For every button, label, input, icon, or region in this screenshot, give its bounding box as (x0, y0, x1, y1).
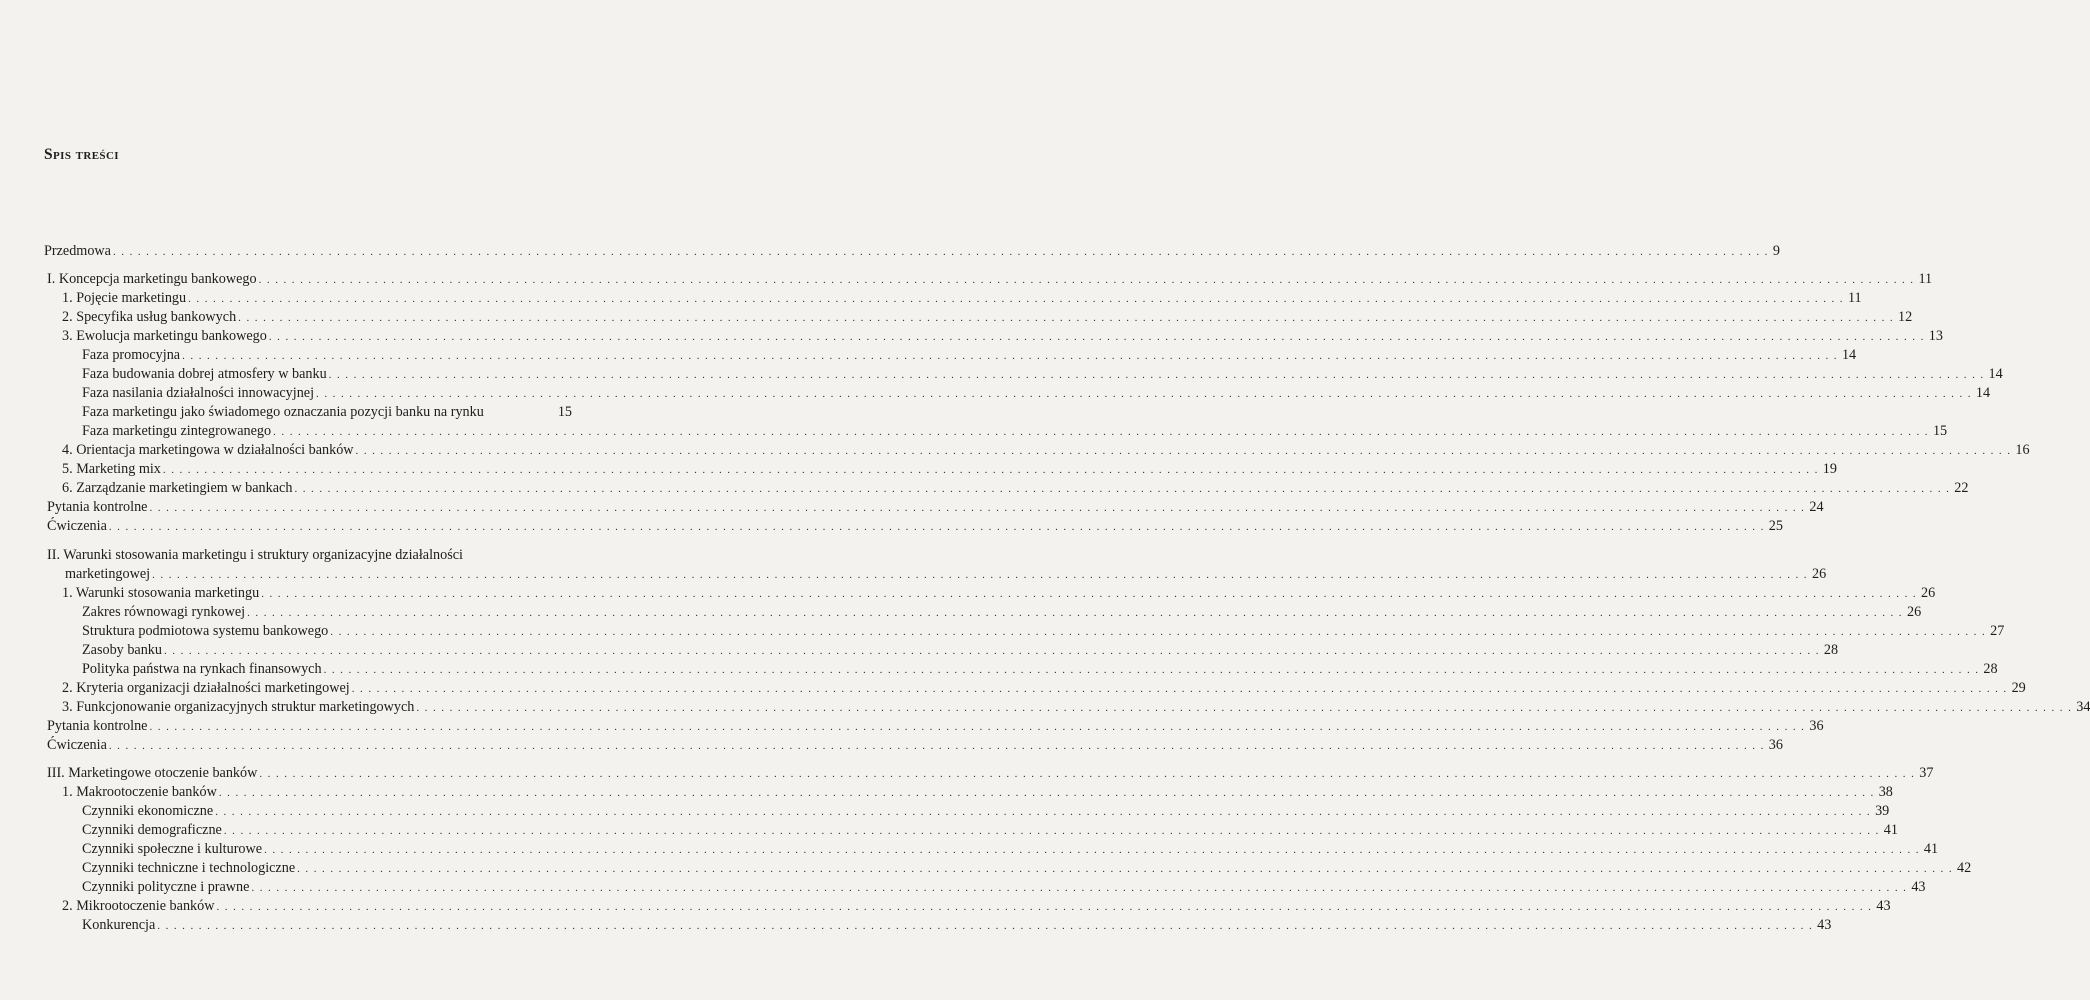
toc-entry-label: Ćwiczenia (47, 737, 107, 753)
toc-dot-leader: . . . . . . . . . . . . . . . . . . . . . . . . . . . . . . . . . . . . . . . . . . . . . . . . . . . . . . . . . . . . . . . . . . . . . . . . . . . . . . . . . . . . . . . . . . . . . . . . . . . . . . . . . . . . . . . . . . . . . . . . . . . . . . . . . . . . . . . . . . . . . . . . . . . . . . . . . . . . . . . . . . . . . . . . . . . . . . . . . . . . . . . . . . . . . . . . . . . . . . . . (258, 274, 1915, 286)
toc-dot-leader: . . . . . . . . . . . . . . . . . . . . . . . . . . . . . . . . . . . . . . . . . . . . . . . . . . . . . . . . . . . . . . . . . . . . . . . . . . . . . . . . . . . . . . . . . . . . . . . . . . . . . . . . . . . . . . . . . . . . . . . . . . . . . . . . . . . . . . . . . . . . . . . . . . . . . . . . . . . . . . . . . . . . . . . . . . . . . . . . . . . . . . . . . . . . . . . . . . . . . . . . (164, 645, 1820, 657)
toc-dot-leader: . . . . . . . . . . . . . . . . . . . . . . . . . . . . . . . . . . . . . . . . . . . . . . . . . . . . . . . . . . . . . . . . . . . . . . . . . . . . . . . . . . . . . . . . . . . . . . . . . . . . . . . . . . . . . . . . . . . . . . . . . . . . . . . . . . . . . . . . . . . . . . . . . . . . . . . . . . . . . . . . . . . . . . . . . . . . . . . . . . . . . . . . . . . . . . . . . . . . . . . . (216, 901, 1873, 913)
toc-entry (47, 516, 1783, 534)
toc-entry-label: Faza budowania dobrej atmosfery w banku (82, 366, 327, 382)
toc-entry-label: Faza promocyjna (82, 347, 181, 363)
toc-dot-leader: . . . . . . . . . . . . . . . . . . . . . . . . . . . . . . . . . . . . . . . . . . . . . . . . . . . . . . . . . . . . . . . . . . . . . . . . . . . . . . . . . . . . . . . . . . . . . . . . . . . . . . . . . . . . . . . . . . . . . . . . . . . . . . . . . . . . . . . . . . . . . . . . . . . . . . . . . . . . . . . . . . . . . . . . . . . . . . . . . . . . . . . . . . . . . . . . . . . . . . . . (251, 882, 1908, 894)
toc-entry-label: 4. Orientacja marketingowa w działalności banków (62, 442, 354, 458)
toc-entry (82, 801, 1890, 819)
toc-entry (82, 858, 1972, 876)
toc-entry-label: 6. Zarządzanie marketingiem w bankach (62, 480, 293, 496)
toc-entry-page-number: 19 (1822, 461, 1837, 477)
toc-dot-leader: . . . . . . . . . . . . . . . . . . . . . . . . . . . . . . . . . . . . . . . . . . . . . . . . . . . . . . . . . . . . . . . . . . . . . . . . . . . . . . . . . . . . . . . . . . . . . . . . . . . . . . . . . . . . . . . . . . . . . . . . . . . . . . . . . . . . . . . . . . . . . . . . . . . . . . . . . . . . . . . . . . . . . . . . . . . . . . . . . . . . . . . . . . . . . . . . . . . . . . . . (149, 502, 1806, 514)
toc-entry-label: Faza marketingu jako świadomego oznaczania pozycji banku na rynku (82, 404, 484, 420)
toc-entry (82, 602, 1922, 620)
toc-entry-page-number: 28 (1823, 642, 1839, 658)
toc-dot-leader: . . . . . . . . . . . . . . . . . . . . . . . . . . . . . . . . . . . . . . . . . . . . . . . . . . . . . . . . . . . . . . . . . . . . . . . . . . . . . . . . . . . . . . . . . . . . . . . . . . . . . . . . . . . . . . . . . . . . . . . . . . . . . . . . . . . . . . . . . . . . . . . . . . . . . . . . . . . . . . . . . . . . . . . . . . . . . . . . . . . . . . . . . . . . . . . . . . . . . . . . (355, 445, 2012, 457)
toc-entry-page-number: 43 (1876, 898, 1891, 914)
toc-entry (47, 716, 1824, 734)
toc-entry (62, 678, 2026, 696)
toc-entry-label: Faza nasilania działalności innowacyjnej (82, 385, 315, 401)
toc-dot-leader: . . . . . . . . . . . . . . . . . . . . . . . . . . . . . . . . . . . . . . . . . . . . . . . . . . . . . . . . . . . . . . . . . . . . . . . . . . . . . . . . . . . . . . . . . . . . . . . . . . . . . . . . . . . . . . . . . . . . . . . . . . . . . . . . . . . . . . . . . . . . . . . . . . . . . . . . . . . . . . . . . . . . . . . . . . . . . . . . . . . . . . . . . . . . . . . . . . . . . . . . (268, 331, 1925, 343)
toc-dot-leader: . . . . . . . . . . . . . . . . . . . . . . . . . . . . . . . . . . . . . . . . . . . . . . . . . . . . . . . . . . . . . . . . . . . . . . . . . . . . . . . . . . . . . . . . . . . . . . . . . . . . . . . . . . . . . . . . . . . . . . . . . . . . . . . . . . . . . . . . . . . . . . . . . . . . . . . . . . . . . . . . . . . . . . . . . . . . . . . . . . . . . . . . . . . . . . . . . . . . . . . . (149, 721, 1806, 733)
toc-entry-page-number: 15 (1932, 423, 1948, 439)
toc-entry (82, 659, 1998, 677)
toc-entry-label: Struktura podmiotowa systemu bankowego (82, 623, 329, 639)
toc-entry-label: Pytania kontrolne (47, 718, 148, 734)
toc-entry (62, 697, 2090, 715)
toc-entry-label: Czynniki społeczne i kulturowe (82, 841, 263, 857)
toc-entry-label: Konkurencja (82, 917, 156, 933)
toc-dot-leader: . . . . . . . . . . . . . . . . . . . . . . . . . . . . . . . . . . . . . . . . . . . . . . . . . . . . . . . . . . . . . . . . . . . . . . . . . . . . . . . . . . . . . . . . . . . . . . . . . . . . . . . . . . . . . . . . . . . . . . . . . . . . . . . . . . . . . . . . . . . . . . . . . . . . . . . . . . . . . . . . . . . . . . . . . . . . . . . . . . . . . . . . . . . . . . . . . . . . . . . . (328, 369, 1985, 381)
toc-entry (82, 877, 1926, 895)
toc-entry (65, 564, 1827, 582)
toc-entry-page-number: 14 (1975, 385, 1991, 401)
toc-entry-label: 3. Funkcjonowanie organizacyjnych struktur marketingowych (62, 699, 415, 715)
toc-entry-label: Ćwiczenia (47, 518, 107, 534)
toc-entry (47, 497, 1824, 515)
toc-entry-page-number: 27 (1990, 623, 2005, 639)
toc-entry (82, 364, 2003, 382)
toc-entry-label: I. Koncepcja marketingu bankowego (47, 271, 257, 287)
toc-entry-page-number: 41 (1923, 841, 1939, 857)
toc-entry (82, 839, 1939, 857)
toc-entry-page-number: 26 (1906, 604, 1922, 620)
toc-entry-page-number: 16 (2015, 442, 2030, 458)
toc-dot-leader: . . . . . . . . . . . . . . . . . . . . . . . . . . . . . . . . . . . . . . . . . . . . . . . . . . . . . . . . . . . . . . . . . . . . . . . . . . . . . . . . . . . . . . . . . . . . . . . . . . . . . . . . . . . . . . . . . . . . . . . . . . . . . . . . . . . . . . . . . . . . . . . . . . . . . . . . . . . . . . . . . . . . . . . . . . . . . . . . . . . . . . . . . . . . . . . . . . . . . . . . (323, 664, 1980, 676)
toc-entry-page-number: 41 (1883, 822, 1898, 838)
toc-entry-page-number: 26 (1921, 585, 1936, 601)
toc-entry-label: 1. Warunki stosowania marketingu (62, 585, 260, 601)
toc-entry-label: 1. Makrootoczenie banków (62, 784, 217, 800)
toc-entry-page-number: 13 (1928, 328, 1943, 344)
toc-entry (62, 478, 1969, 496)
toc-entry-label: Przedmowa (44, 243, 111, 259)
toc-dot-leader: . . . . . . . . . . . . . . . . . . . . . . . . . . . . . . . . . . . . . . . . . . . . . . . . . . . . . . . . . . . . . . . . . . . . . . . . . . . . . . . . . . . . . . . . . . . . . . . . . . . . . . . . . . . . . . . . . . . . . . . . . . . . . . . . . . . . . . . . . . . . . . . . . . . . . . . . . . . . . . . . . . . . . . . . . . . . . . . . . . . . . . . . . . . . . . . . . . . . . . . . (297, 863, 1953, 875)
toc-entry (82, 915, 1832, 933)
toc-entry-label: 1. Pojęcie marketingu (62, 290, 187, 306)
toc-entry-label: 2. Mikrootoczenie banków (62, 898, 215, 914)
toc-entry-page-number: 11 (1847, 290, 1862, 306)
toc-dot-leader: . . . . . . . . . . . . . . . . . . . . . . . . . . . . . . . . . . . . . . . . . . . . . . . . . . . . . . . . . . . . . . . . . . . . . . . . . . . . . . . . . . . . . . . . . . . . . . . . . . . . . . . . . . . . . . . . . . . . . . . . . . . . . . . . . . . . . . . . . . . . . . . . . . . . . . . . . . . . . . . . . . . . . . . . . . . . . . . . . . . . . . . . . . . . . . . . . . . . . . . . (218, 787, 1875, 799)
toc-entry-label: Zasoby banku (82, 642, 162, 658)
toc-entry-label: Polityka państwa na rynkach finansowych (82, 661, 322, 677)
toc-dot-leader: . . . . . . . . . . . . . . . . . . . . . . . . . . . . . . . . . . . . . . . . . . . . . . . . . . . . . . . . . . . . . . . . . . . . . . . . . . . . . . . . . . . . . . . . . . . . . . . . . . . . . . . . . . . . . . . . . . . . . . . . . . . . . . . . . . . . . . . . . . . . . . . . . . . . . . . . . . . . . . . . . . . . . . . . . . . . . . . . . . . . . . . . . . . . . . . . . . . . . . . . (247, 607, 1903, 619)
toc-dot-leader: . . . . . . . . . . . . . . . . . . . . . . . . . . . . . . . . . . . . . . . . . . . . . . . . . . . . . . . . . . . . . . . . . . . . . . . . . . . . . . . . . . . . . . . . . . . . . . . . . . . . . . . . . . . . . . . . . . . . . . . . . . . . . . . . . . . . . . . . . . . . . . . . . . . . . . . . . . . . . . . . . . . . . . . . . . . . . . . . . . . . . . . . . . . . . . . . . . . . . . . . (261, 588, 1918, 600)
toc-dot-leader: . . . . . . . . . . . . . . . . . . . . . . . . . . . . . . . . . . . . . . . . . . . . . . . . . . . . . . . . . . . . . . . . . . . . . . . . . . . . . . . . . . . . . . . . . . . . . . . . . . . . . . . . . . . . . . . . . . . . . . . . . . . . . . . . . . . . . . . . . . . . . . . . . . . . . . . . . . . . . . . . . . . . . . . . . . . . . . . . . . . . . . . . . . . . . . . . . . . . . . . . (108, 521, 1765, 533)
toc-entry-page-number: 28 (1983, 661, 1998, 677)
toc-dot-leader: . . . . . . . . . . . . . . . . . . . . . . . . . . . . . . . . . . . . . . . . . . . . . . . . . . . . . . . . . . . . . . . . . . . . . . . . . . . . . . . . . . . . . . . . . . . . . . . . . . . . . . . . . . . . . . . . . . . . . . . . . . . . . . . . . . . . . . . . . . . . . . . . . . . . . . . . . . . . . . . . . . . . . . . . . . . . . . . . . . . . . . . . . . . . . . . . . . . . . . . . (416, 702, 2073, 714)
toc-entry-page-number: 39 (1875, 803, 1890, 819)
toc-entry-page-number: 43 (1817, 917, 1832, 933)
toc-entry-page-number: 36 (1768, 737, 1783, 753)
toc-dot-leader: . . . . . . . . . . . . . . . . . . . . . . . . . . . . . . . . . . . . . . . . . . . . . . . . . . . . . . . . . . . . . . . . . . . . . . . . . . . . . . . . . . . . . . . . . . . . . . . . . . . . . . . . . . . . . . . . . . . . . . . . . . . . . . . . . . . . . . . . . . . . . . . . . . . . . . . . . . . . . . . . . . . . . . . . . . . . . . . . . . . . . . . . . . . . . . . . . . . . . . . . (152, 569, 1808, 581)
toc-entry (62, 583, 1936, 601)
toc-entry-page-number: 29 (2011, 680, 2026, 696)
toc-entry-page-number: 36 (1809, 718, 1824, 734)
toc-entry (62, 459, 1837, 477)
toc-entry (47, 763, 1934, 781)
toc-entry-page-number: 26 (1811, 566, 1827, 582)
toc-entry-page-number: 11 (1918, 271, 1933, 287)
toc-dot-leader: . . . . . . . . . . . . . . . . . . . . . . . . . . . . . . . . . . . . . . . . . . . . . . . . . . . . . . . . . . . . . . . . . . . . . . . . . . . . . . . . . . . . . . . . . . . . . . . . . . . . . . . . . . . . . . . . . . . . . . . . . . . . . . . . . . . . . . . . . . . . . . . . . . . . . . . . . . . . . . . . . . . . . . . . . . . . . . . . . . . . . . . . . . . . . . . . . . . . . . . . (316, 388, 1972, 400)
toc-entry-page-number: 14 (1841, 347, 1857, 363)
toc-entry-page-number: 15 (557, 404, 572, 420)
toc-entry-page-number: 37 (1919, 765, 1934, 781)
toc-entry-page-number: 9 (1772, 243, 1780, 259)
toc-dot-leader: . . . . . . . . . . . . . . . . . . . . . . . . . . . . . . . . . . . . . . . . . . . . . . . . . . . . . . . . . . . . . . . . . . . . . . . . . . . . . . . . . . . . . . . . . . . . . . . . . . . . . . . . . . . . . . . . . . . . . . . . . . . . . . . . . . . . . . . . . . . . . . . . . . . . . . . . . . . . . . . . . . . . . . . . . . . . . . . . . . . . . . . . . . . . . . . . . . . . . . . . (188, 293, 1844, 305)
toc-entry (62, 440, 2030, 458)
toc-entry-label: Zakres równowagi rynkowej (82, 604, 246, 620)
toc-entry-label: 3. Ewolucja marketingu bankowego (62, 328, 267, 344)
toc-entry (82, 621, 2005, 639)
toc-entry-label: III. Marketingowe otoczenie banków (47, 765, 258, 781)
toc-dot-leader: . . . . . . . . . . . . . . . . . . . . . . . . . . . . . . . . . . . . . . . . . . . . . . . . . . . . . . . . . . . . . . . . . . . . . . . . . . . . . . . . . . . . . . . . . . . . . . . . . . . . . . . . . . . . . . . . . . . . . . . . . . . . . . . . . . . . . . . . . . . . . . . . . . . . . . . . . . . . . . . . . . . . . . . . . . . . . . . . . . . . . . . . . . . . . . . . . . . . . . . . (162, 464, 1819, 476)
toc-dot-leader: . . . . . . . . . . . . . . . . . . . . . . . . . . . . . . . . . . . . . . . . . . . . . . . . . . . . . . . . . . . . . . . . . . . . . . . . . . . . . . . . . . . . . . . . . . . . . . . . . . . . . . . . . . . . . . . . . . . . . . . . . . . . . . . . . . . . . . . . . . . . . . . . . . . . . . . . . . . . . . . . . . . . . . . . . . . . . . . . . . . . . . . . . . . . . . . . . . . . . . . . (351, 683, 2008, 695)
toc-entry (44, 241, 1780, 259)
toc-entry (82, 640, 1839, 658)
toc-entry-label: marketingowej (65, 566, 151, 582)
toc-entry-chapter-2-first-line: II. Warunki stosowania marketingu i struktury organizacyjne działalności (47, 547, 463, 563)
toc-dot-leader: . . . . . . . . . . . . . . . . . . . . . . . . . . . . . . . . . . . . . . . . . . . . . . . . . . . . . . . . . . . . . . . . . . . . . . . . . . . . . . . . . . . . . . . . . . . . . . . . . . . . . . . . . . . . . . . . . . . . . . . . . . . . . . . . . . . . . . . . . . . . . . . . . . . . . . . . . . . . . . . . . . . . . . . . . . . . . . . . . . . . . . . . . . . . . . . . . . . . . . . . (264, 844, 1920, 856)
toc-entry-label: 2. Kryteria organizacji działalności marketingowej (62, 680, 350, 696)
toc-entry (62, 307, 1913, 325)
toc-entry (62, 896, 1891, 914)
toc-dot-leader: . . . . . . . . . . . . . . . . . . . . . . . . . . . . . . . . . . . . . . . . . . . . . . . . . . . . . . . . . . . . . . . . . . . . . . . . . . . . . . . . . . . . . . . . . . . . . . . . . . . . . . . . . . . . . . . . . . . . . . . . . . . . . . . . . . . . . . . . . . . . . . . . . . . . . . . . . . . . . . . . . . . . . . . . . . . . . . . . . . . . . . . . . . . . . . . . . . . . . . . . (259, 768, 1916, 780)
toc-entry (62, 288, 1862, 306)
toc-entry-label: Czynniki polityczne i prawne (82, 879, 250, 895)
toc-entry (82, 421, 1948, 439)
toc-entry-page-number: 34 (2076, 699, 2090, 715)
toc-entry-page-number: 42 (1956, 860, 1972, 876)
toc-entry-page-number: 14 (1988, 366, 2003, 382)
toc-dot-leader: . . . . . . . . . . . . . . . . . . . . . . . . . . . . . . . . . . . . . . . . . . . . . . . . . . . . . . . . . . . . . . . . . . . . . . . . . . . . . . . . . . . . . . . . . . . . . . . . . . . . . . . . . . . . . . . . . . . . . . . . . . . . . . . . . . . . . . . . . . . . . . . . . . . . . . . . . . . . . . . . . . . . . . . . . . . . . . . . . . . . . . . . . . . . . . . . . . . . . . . . (215, 806, 1872, 818)
toc-entry (62, 326, 1943, 344)
toc-entry-label: Czynniki techniczne i technologiczne (82, 860, 296, 876)
toc-entry-label: Faza marketingu zintegrowanego (82, 423, 272, 439)
toc-entry (82, 345, 1857, 363)
toc-dot-leader: . . . . . . . . . . . . . . . . . . . . . . . . . . . . . . . . . . . . . . . . . . . . . . . . . . . . . . . . . . . . . . . . . . . . . . . . . . . . . . . . . . . . . . . . . . . . . . . . . . . . . . . . . . . . . . . . . . . . . . . . . . . . . . . . . . . . . . . . . . . . . . . . . . . . . . . . . . . . . . . . . . . . . . . . . . . . . . . . . . . . . . . . . . . . . . . . . . . . . . . . (112, 246, 1769, 258)
toc-entry-label: Czynniki ekonomiczne (82, 803, 214, 819)
toc-entry-page-number: 12 (1898, 309, 1913, 325)
toc-entry (82, 402, 572, 420)
toc-dot-leader: . . . . . . . . . . . . . . . . . . . . . . . . . . . . . . . . . . . . . . . . . . . . . . . . . . . . . . . . . . . . . . . . . . . . . . . . . . . . . . . . . . . . . . . . . . . . . . . . . . . . . . . . . . . . . . . . . . . . . . . . . . . . . . . . . . . . . . . . . . . . . . . . . . . . . . . . . . . . . . . . . . . . . . . . . . . . . . . . . . . . . . . . . . . . . . . . . . . . . . . . (273, 426, 1929, 438)
toc-entry (62, 782, 1893, 800)
toc-entry-page-number: 25 (1768, 518, 1783, 534)
toc-dot-leader: . . . . . . . . . . . . . . . . . . . . . . . . . . . . . . . . . . . . . . . . . . . . . . . . . . . . . . . . . . . . . . . . . . . . . . . . . . . . . . . . . . . . . . . . . . . . . . . . . . . . . . . . . . . . . . . . . . . . . . . . . . . . . . . . . . . . . . . . . . . . . . . . . . . . . . . . . . . . . . . . . . . . . . . . . . . . . . . . . . . . . . . . . . . . . . . . . . . . . . . . (182, 350, 1838, 362)
toc-dot-leader: . . . . . . . . . . . . . . . . . . . . . . . . . . . . . . . . . . . . . . . . . . . . . . . . . . . . . . . . . . . . . . . . . . . . . . . . . . . . . . . . . . . . . . . . . . . . . . . . . . . . . . . . . . . . . . . . . . . . . . . . . . . . . . . . . . . . . . . . . . . . . . . . . . . . . . . . . . . . . . . . . . . . . . . . . . . . . . . . . . . . . . . . . . . . . . . . . . . . . . . . (108, 740, 1765, 752)
toc-entry-page-number: 22 (1954, 480, 1969, 496)
toc-dot-leader: . . . . . . . . . . . . . . . . . . . . . . . . . . . . . . . . . . . . . . . . . . . . . . . . . . . . . . . . . . . . . . . . . . . . . . . . . . . . . . . . . . . . . . . . . . . . . . . . . . . . . . . . . . . . . . . . . . . . . . . . . . . . . . . . . . . . . . . . . . . . . . . . . . . . . . . . . . . . . . . . . . . . . . . . . . . . . . . . . . . . . . . . . . . . . . . . . . . . . . . . (294, 483, 1951, 495)
toc-entry (82, 820, 1898, 838)
toc-entry-page-number: 24 (1809, 499, 1824, 515)
toc-entry-label: 2. Specyfika usług bankowych (62, 309, 237, 325)
toc-entry-label: Czynniki demograficzne (82, 822, 222, 838)
toc-entry-label: Pytania kontrolne (47, 499, 148, 515)
toc-entry (47, 735, 1783, 753)
toc-entry (47, 269, 1933, 287)
toc-entry-label: 5. Marketing mix (62, 461, 161, 477)
toc-entry-page-number: 38 (1878, 784, 1893, 800)
toc-dot-leader: . . . . . . . . . . . . . . . . . . . . . . . . . . . . . . . . . . . . . . . . . . . . . . . . . . . . . . . . . . . . . . . . . . . . . . . . . . . . . . . . . . . . . . . . . . . . . . . . . . . . . . . . . . . . . . . . . . . . . . . . . . . . . . . . . . . . . . . . . . . . . . . . . . . . . . . . . . . . . . . . . . . . . . . . . . . . . . . . . . . . . . . . . . . . . . . . . . . . . . . . (223, 825, 1880, 837)
toc-dot-leader: . . . . . . . . . . . . . . . . . . . . . . . . . . . . . . . . . . . . . . . . . . . . . . . . . . . . . . . . . . . . . . . . . . . . . . . . . . . . . . . . . . . . . . . . . . . . . . . . . . . . . . . . . . . . . . . . . . . . . . . . . . . . . . . . . . . . . . . . . . . . . . . . . . . . . . . . . . . . . . . . . . . . . . . . . . . . . . . . . . . . . . . . . . . . . . . . . . . . . . . . (330, 626, 1987, 638)
toc-dot-leader: . . . . . . . . . . . . . . . . . . . . . . . . . . . . . . . . . . . . . . . . . . . . . . . . . . . . . . . . . . . . . . . . . . . . . . . . . . . . . . . . . . . . . . . . . . . . . . . . . . . . . . . . . . . . . . . . . . . . . . . . . . . . . . . . . . . . . . . . . . . . . . . . . . . . . . . . . . . . . . . . . . . . . . . . . . . . . . . . . . . . . . . . . . . . . . . . . . . . . . . . (157, 920, 1814, 932)
toc-entry-page-number: 43 (1911, 879, 1926, 895)
page-title: Spis treści (44, 146, 119, 163)
toc-dot-leader: . . . . . . . . . . . . . . . . . . . . . . . . . . . . . . . . . . . . . . . . . . . . . . . . . . . . . . . . . . . . . . . . . . . . . . . . . . . . . . . . . . . . . . . . . . . . . . . . . . . . . . . . . . . . . . . . . . . . . . . . . . . . . . . . . . . . . . . . . . . . . . . . . . . . . . . . . . . . . . . . . . . . . . . . . . . . . . . . . . . . . . . . . . . . . . . . . . . . . . . . (238, 312, 1895, 324)
toc-entry (82, 383, 1991, 401)
